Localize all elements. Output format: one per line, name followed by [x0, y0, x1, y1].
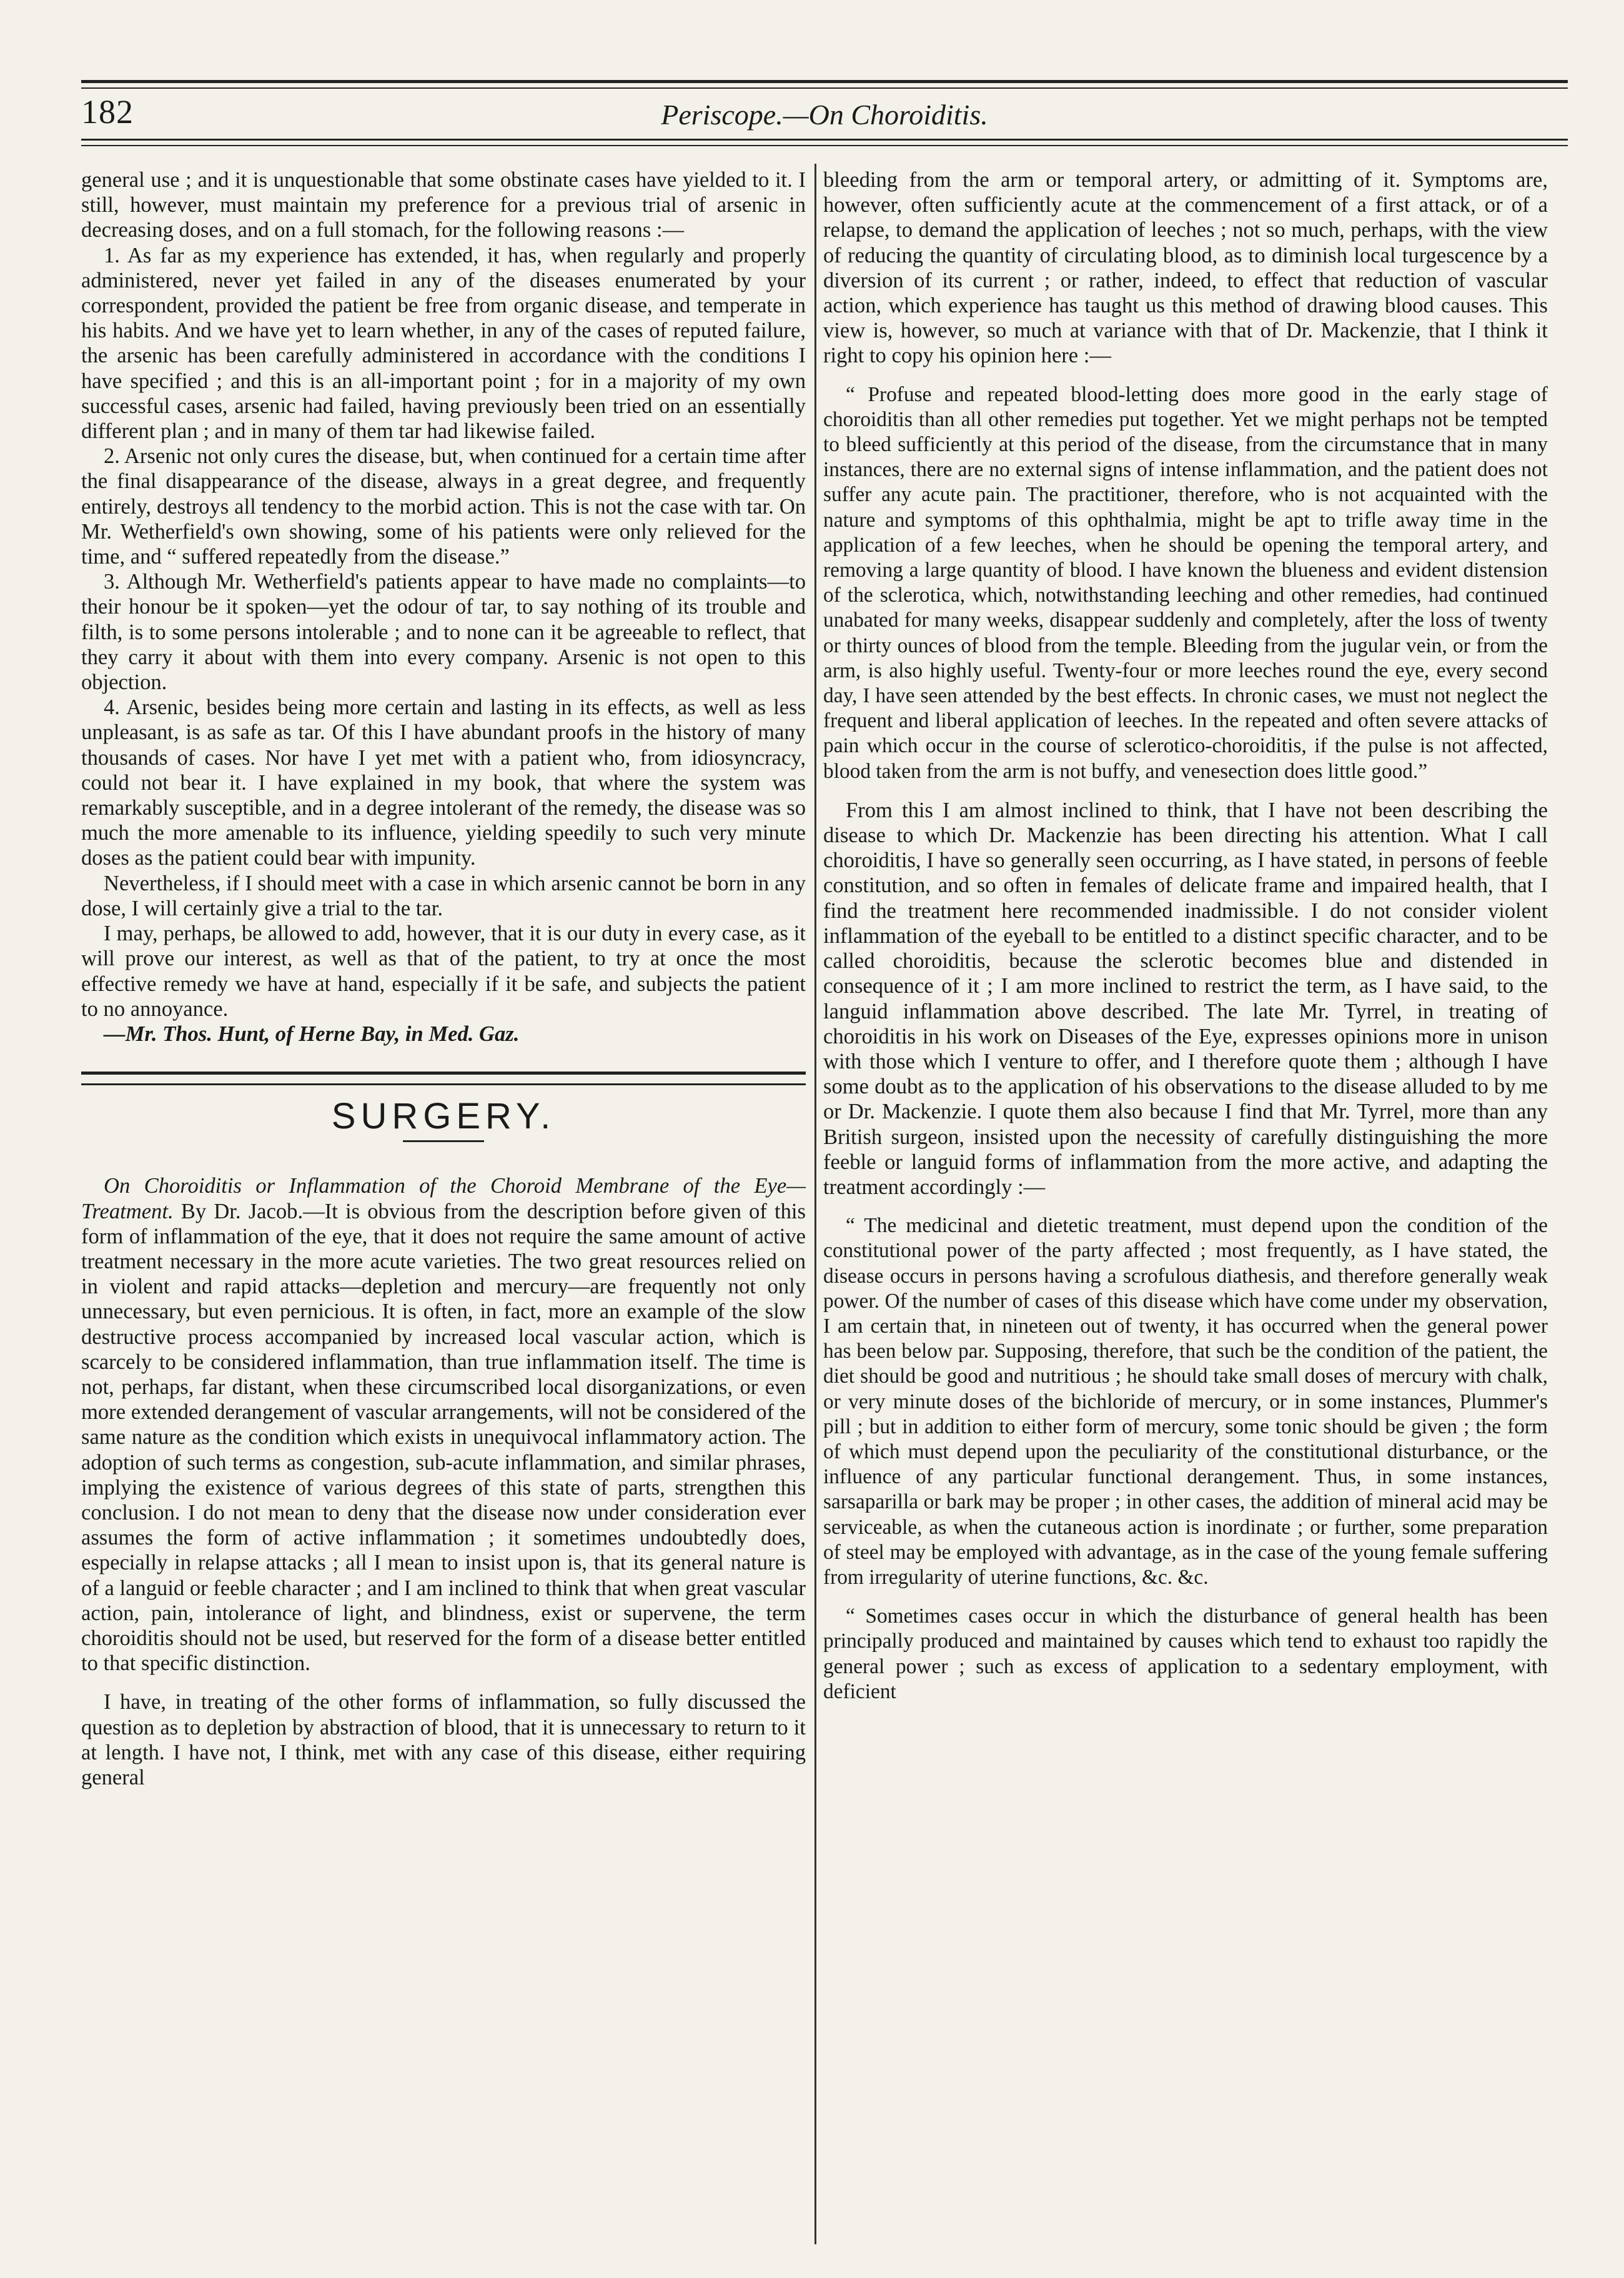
paragraph: From this I am almost inclined to think, that I have not been describing the disease to which Dr. Mackenzie has been directing his attention. What I call choroiditis, I have so generally seen occurring, as I have stated, in persons of feeble constitution, and so often in females of delicate frame and impaired health, that I find the treatment here recommended inadmissible. I do not consider violent inflammation of the eyeball to be entitled to a distinct specific character, and to be called choroiditis, because the sclerotic becomes blue and distended in consequence of it ; I am more inclined to restrict the term, as I have said, to the languid inflammation above described. The late Mr. Tyrrel, in treating of choroiditis in his work on Diseases of the Eye, expresses opinions more in unison with those which I venture to offer, and I therefore quote them ; although I have some doubt as to the application of his observations to the disease alluded to by me or Dr. Mackenzie. I quote them also because I find that Mr. Tyrrel, more than any British surgeon, insisted upon the necessity of carefully distinguishing the more feeble or languid forms of inflammation from the more active, and adapting the treatment accordingly :—	[823, 798, 1548, 1199]
paragraph: —It is obvious from the description before given of this form of inflammation of the eye, that it does not require the same amount of active treatment necessary in the more acute varieties. The two great resources relied on in violent and rapid attacks—depletion and mercury—are frequently not only unnecessary, but even pernicious. It is often, in fact, more an example of the slow destructive process accompanied by increased local vascular action, which is scarcely to be considered inflammation, than true inflammation itself. The time is not, perhaps, far distant, when these circumscribed local disorganizations, or even more extended derangement of vascular arrangements, will not be considered of the same nature as the condition which exists in unequivocal inflammatory action. The adoption of such terms as congestion, sub-acute inflammation, and similar phrases, implying the existence of various degrees of this state of parts, strengthen this conclusion. I do not mean to deny that the disease now under consideration ever assumes the form of active inflammation ; it sometimes undoubtedly does, especially in relapse attacks ; all I mean to insist upon is, that its general nature is of a languid or feeble character ; and I am inclined to think that when great vascular action, pain, intolerance of light, and blindness, exist or supervene, the term choroiditis should not be used, but reserved for the form of a disease better entitled to that specific distinction.	[81, 1199, 806, 1676]
paragraph: 3. Although Mr. Wetherfield's patients appear to have made no complaints—to their honour be it spoken—yet the odour of tar, to say nothing of its trouble and filth, is to some persons intolerable ; and to none can it be agreeable to reflect, that they carry it about with them into every company. Arsenic is not open to this objection.	[81, 570, 806, 695]
paragraph: Nevertheless, if I should meet with a case in which arsenic cannot be born in any dose, I will certainly give a trial to the tar.	[81, 871, 806, 920]
article-byline: By Dr. Jacob.	[181, 1199, 304, 1223]
paragraph: 2. Arsenic not only cures the disease, but, when continued for a certain time after the final disappearance of the disease, always in a great degree, and frequently entirely, destroys all tendency to the morbid action. This is not the case with tar. On Mr. Wetherfield's own showing, some of his patients were only relieved for the time, and “ suffered repeatedly from the disease.”	[81, 444, 806, 569]
quoted-paragraph: “ Profuse and repeated blood-letting does more good in the early stage of choroiditis than all other remedies put together. Yet we might perhaps not be tempted to bleed sufficiently at this period of the disease, from the circumstance that in many instances, there are no external signs of intense inflammation, and the patient does not suffer any acute pain. The practitioner, therefore, who is not acquainted with the nature and symptoms of this ophthalmia, might be apt to trifle away time in the application of a few leeches, when he should be opening the temporal artery, and removing a large quantity of blood. I have known the blueness and evident distension of the sclerotica, which, notwithstanding leeching and other remedies, had continued unabated for many weeks, disappear suddenly and completely, after the loss of twenty or thirty ounces of blood from the temple. Bleeding from the jugular vein, or from the arm, is also highly useful. Twenty-four or more leeches round the eye, every second day, I have seen attended by the best effects. In chronic cases, we must not neglect the frequent and liberal application of leeches. In the repeated and often severe attacks of pain which occur in the course of sclerotico-choroiditis, if the pulse is not affected, blood taken from the arm is not buffy, and venesection does little good.”	[823, 382, 1548, 783]
page-number: 182	[81, 93, 134, 131]
paragraph: I have, in treating of the other forms of inflammation, so fully discussed the question as to depletion by abstraction of blood, that it is unnecessary to return to it at length. I have not, I think, met with any case of this disease, either requiring general	[81, 1690, 806, 1789]
header-top-rule	[81, 80, 1568, 83]
running-title: Periscope.—On Choroiditis.	[661, 99, 988, 131]
signature: —Mr. Thos. Hunt, of Herne Bay, in Med. Gaz.	[104, 1022, 520, 1046]
left-column	[81, 167, 806, 1790]
article-opening	[81, 1173, 806, 1676]
paragraph: I may, perhaps, be allowed to add, however, that it is our duty in every case, as it will prove our interest, as well as that of the patient, to try at once the most effective remedy we have at hand, especially if it be safe, and subjects the patient to no annoyance.	[81, 922, 806, 1021]
paragraph: 1. As far as my experience has extended, it has, when regularly and properly administered, never yet failed in any of the diseases enumerated by your correspondent, provided the patient be free from organic disease, and temperate in his habits. And we have yet to learn whether, in any of the cases of reputed failure, the arsenic has been carefully administered in accordance with the conditions I have specified ; and this is an all-important point ; for in a majority of my own successful cases, arsenic had failed, having previously been tried on an essentially different plan ; and in many of them tar had likewise failed.	[81, 243, 806, 444]
right-column	[823, 167, 1548, 1704]
header-top-rule-thin	[81, 87, 1568, 89]
paragraph: general use ; and it is unquestionable that some obstinate cases have yielded to it. I still, however, must maintain my preference for a previous trial of arsenic in decreasing doses, and on a full stomach, for the following reasons :—	[81, 168, 806, 242]
quoted-paragraph: “ Sometimes cases occur in which the disturbance of general health has been principally produced and maintained by causes which tend to exhaust too rapidly the general power ; such as excess of application to a sedentary employment, with deficient	[823, 1604, 1548, 1703]
column-divider	[814, 164, 816, 2244]
quoted-paragraph: “ The medicinal and dietetic treatment, must depend upon the condition of the constitutional power of the party affected ; most frequently, as I have stated, the disease occurs in persons having a scrofulous diathesis, and therefore generally weak power. Of the number of cases of this disease which have come under my observation, I am certain that, in nineteen out of twenty, it has occurred when the general power has been below par. Supposing, therefore, that such be the condition of the patient, the diet should be good and nutritious ; he should take small doses of mercury with chalk, or very minute doses of the bichloride of mercury, or in some instances, Plummer's pill ; but in addition to either form of mercury, some tonic should be given ; the form of which must depend upon the peculiarity of the constitutional disturbance, or the influence of any particular functional derangement. Thus, in some instances, sarsaparilla or bark may be proper ; in other cases, the addition of mineral acid may be serviceable, as when the cutaneous action is inordinate ; or further, some preparation of steel may be employed with advantage, as in the case of the young female suffering from irregularity of uterine functions, &c. &c.	[823, 1214, 1548, 1589]
header-bottom-rule	[81, 139, 1568, 141]
header-bottom-rule-thin	[81, 145, 1568, 146]
short-rule	[403, 1140, 484, 1142]
paragraph: 4. Arsenic, besides being more certain and lasting in its effects, as well as less unpleasant, is as safe as tar. Of this I have abundant proofs in the history of many thousands of cases. Nor have I yet met with a patient who, from idiosyncracy, could not bear it. I have explained in my book, that where the system was remarkably susceptible, and in a degree intolerant of the remedy, the disease was so much the more amenable to its influence, yielding speedily to such very minute doses as the patient could bear with impunity.	[81, 695, 806, 870]
section-heading: SURGERY.	[331, 1096, 556, 1137]
paragraph: bleeding from the arm or temporal artery, or admitting of it. Symptoms are, however, often sufficiently acute at the commencement of a first attack, or of a relapse, to demand the application of leeches ; not so much, perhaps, with the view of reducing the quantity of circulating blood, as to diminish local turgescence by a diversion of its current ; or rather, indeed, to effect that reduction of vascular action, which experience has taught us this method of drawing blood causes. This view is, however, so much at variance with that of Dr. Mackenzie, that I think it right to copy his opinion here :—	[823, 168, 1548, 368]
article-title: On Choroiditis or Inflammation of the Choroid Membrane of the Eye—Treatment.	[81, 1174, 806, 1223]
signature-line	[81, 1022, 806, 1047]
page-header	[81, 94, 1568, 131]
section-divider	[81, 1072, 806, 1085]
